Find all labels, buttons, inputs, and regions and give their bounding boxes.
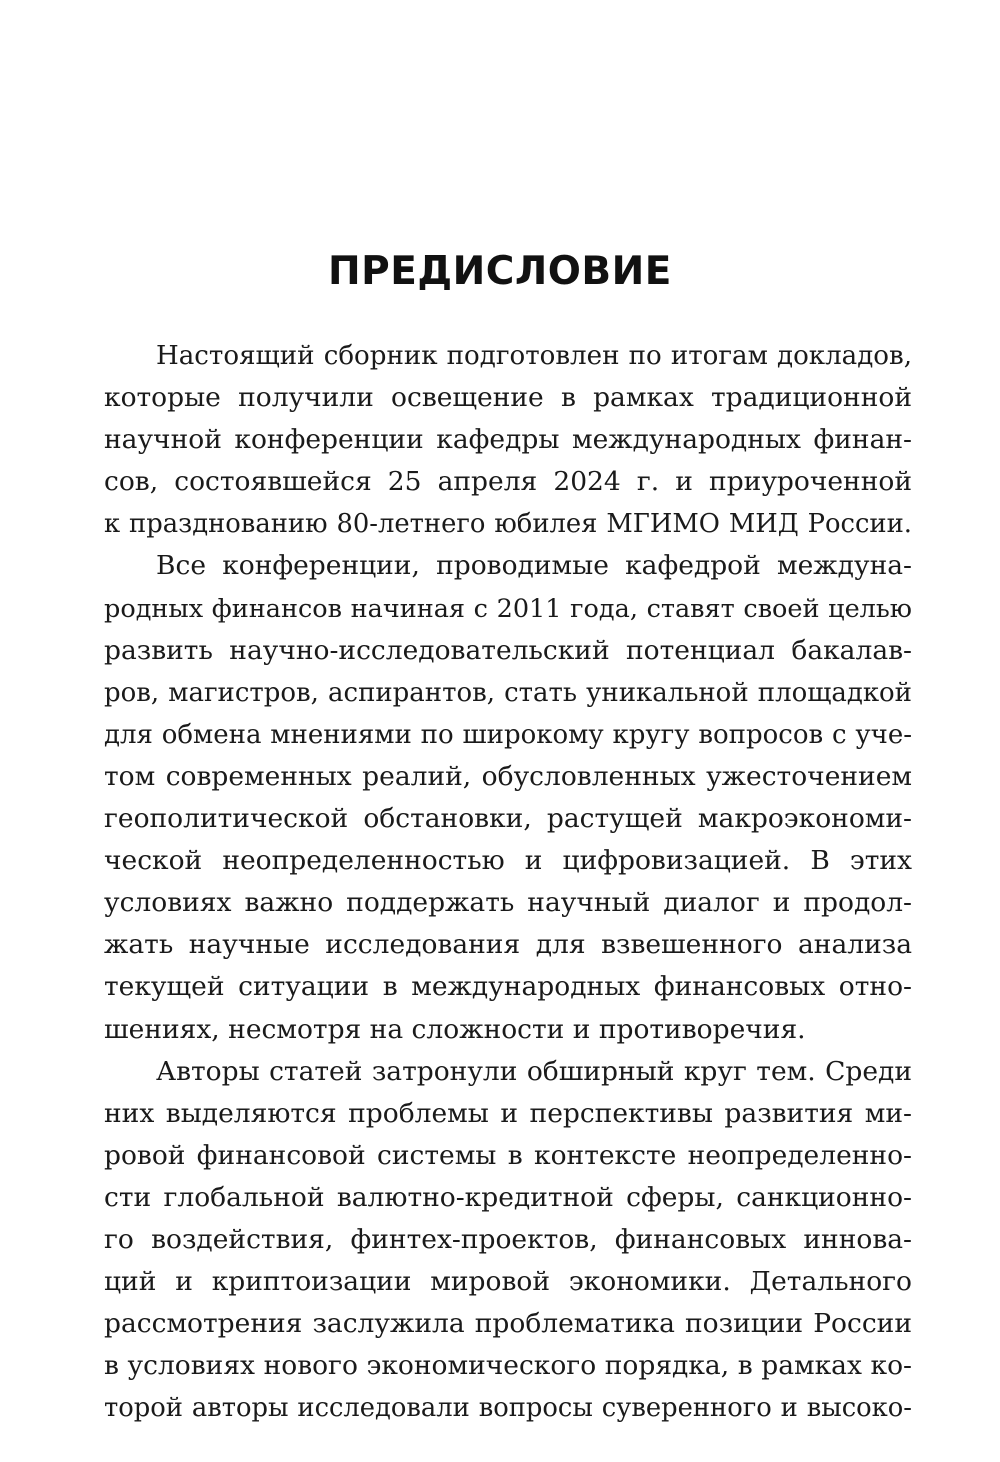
text-line: сти глобальной валютно-кредитной сферы, санкционно- xyxy=(104,1181,912,1213)
text-line: них выделяются проблемы и перспективы развития ми- xyxy=(104,1097,912,1129)
text-line: шениях, несмотря на сложности и противоречия. xyxy=(104,1013,806,1045)
text-line: торой авторы исследовали вопросы суверенного и высоко- xyxy=(104,1393,912,1424)
text-line: го воздействия, финтех-проектов, финансовых иннова- xyxy=(104,1223,912,1255)
text-line: научной конференции кафедры международных финан- xyxy=(104,424,912,456)
page-title: ПРЕДИСЛОВИЕ xyxy=(328,249,672,294)
text-line: геополитической обстановки, растущей макроэкономи- xyxy=(104,803,912,835)
text-line: условиях важно поддержать научный диалог и продол- xyxy=(104,887,912,919)
text-line: ров, магистров, аспирантов, стать уникальной площадкой xyxy=(104,677,912,708)
text-line: ческой неопределенностью и цифровизацией. В этих xyxy=(104,845,912,877)
text-line: Все конференции, проводимые кафедрой междуна- xyxy=(156,550,912,582)
text-line: жать научные исследования для взвешенного анализа xyxy=(104,929,912,961)
text-line: текущей ситуации в международных финансовых отно- xyxy=(104,971,912,1003)
text-line: в условиях нового экономического порядка, в рамках ко- xyxy=(104,1350,912,1382)
text-line: рассмотрения заслужила проблематика позиции России xyxy=(104,1308,912,1340)
text-line: ций и криптоизации мировой экономики. Детального xyxy=(104,1266,912,1298)
text-line: Настоящий сборник подготовлен по итогам докладов, xyxy=(156,341,912,371)
text-line: родных финансов начиная с 2011 года, ставят своей целью xyxy=(104,593,912,624)
text-line: к празднованию 80-летнего юбилея МГИМО МИД России. xyxy=(104,509,912,540)
text-line: которые получили освещение в рамках традиционной xyxy=(104,382,912,414)
text-line: для обмена мнениями по широкому кругу вопросов с уче- xyxy=(104,719,912,750)
text-line: том современных реалий, обусловленных ужесточением xyxy=(104,760,912,792)
text-line: ровой финансовой системы в контексте неопределенно- xyxy=(104,1139,912,1171)
preface-body xyxy=(104,335,912,1429)
text-line: сов, состоявшейся 25 апреля 2024 г. и приуроченной xyxy=(104,466,912,498)
text-line: развить научно-исследовательский потенциал бакалав- xyxy=(104,634,912,666)
text-line: Авторы статей затронули обширный круг тем. Среди xyxy=(156,1055,912,1087)
